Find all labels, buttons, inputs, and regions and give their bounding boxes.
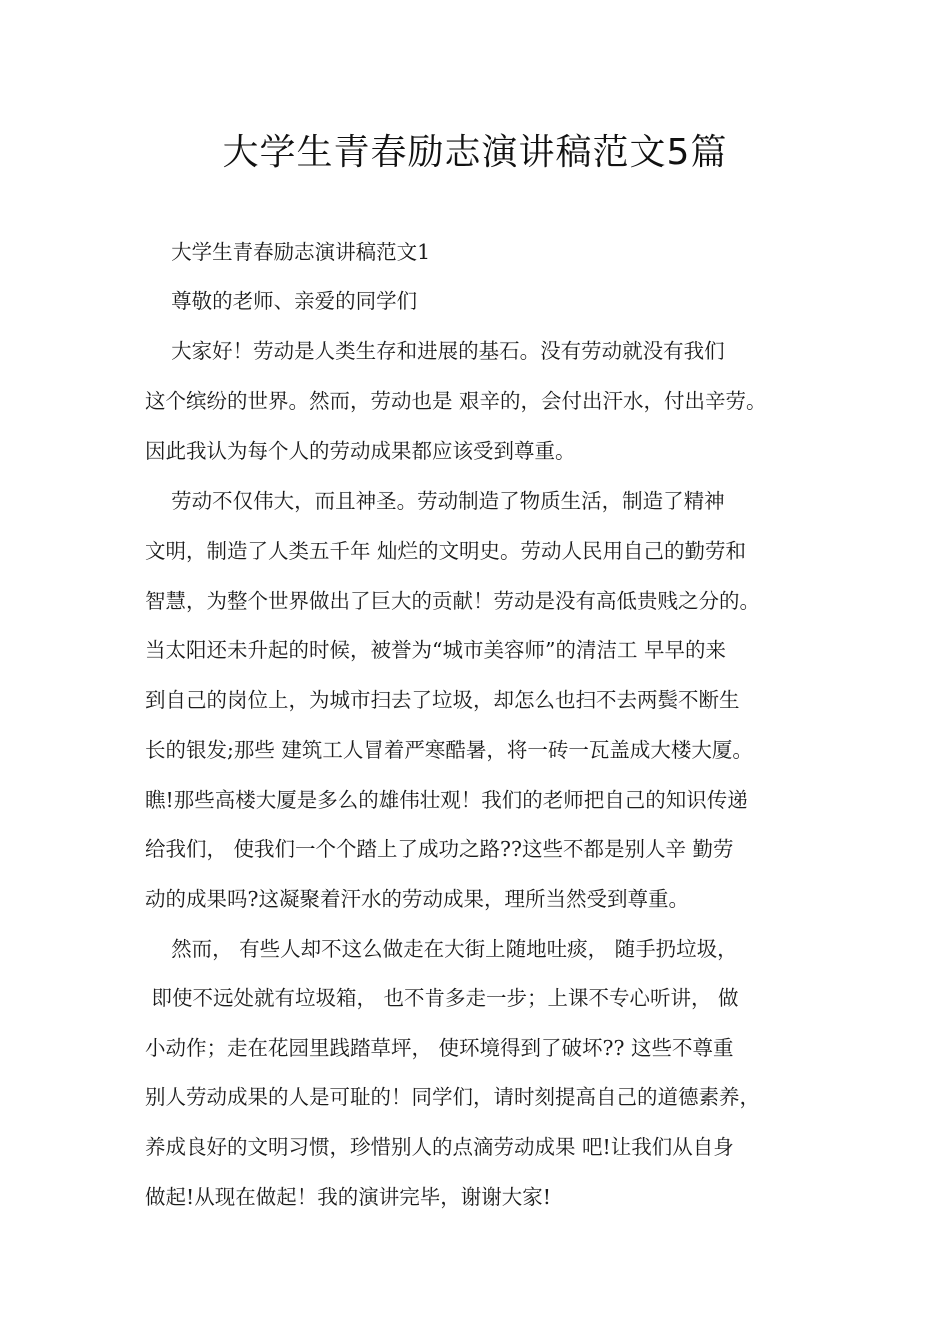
text-line: 小动作；走在花园里践踏草坪， 使环境得到了破坏?? 这些不尊重 xyxy=(145,1036,734,1060)
text-line: 到自己的岗位上，为城市扫去了垃圾，却怎么也扫不去两鬓不断生 xyxy=(145,688,740,712)
text-line: 这个缤纷的世界。然而，劳动也是 艰辛的，会付出汗水，付出辛劳。 xyxy=(145,389,767,413)
text-line: 因此我认为每个人的劳动成果都应该受到尊重。 xyxy=(145,439,576,463)
text-line: 别人劳动成果的人是可耻的！同学们，请时刻提高自己的道德素养， xyxy=(145,1085,760,1109)
text-line: 动的成果吗?这凝聚着汗水的劳动成果，理所当然受到尊重。 xyxy=(145,887,689,911)
text-line: 给我们， 使我们一个个踏上了成功之路??这些不都是别人辛 勤劳 xyxy=(145,837,734,861)
text-line: 劳动不仅伟大，而且神圣。劳动制造了物质生活，制造了精神 xyxy=(145,489,725,513)
text-line: 即使不远处就有垃圾箱， 也不肯多走一步；上课不专心听讲， 做 xyxy=(145,986,739,1010)
text-line: 瞧!那些高楼大厦是多么的雄伟壮观！我们的老师把自己的知识传递 xyxy=(145,788,748,812)
text-line: 养成良好的文明习惯，珍惜别人的点滴劳动成果 吧!让我们从自身 xyxy=(145,1135,734,1159)
text-line: 文明，制造了人类五千年 灿烂的文明史。劳动人民用自己的勤劳和 xyxy=(145,539,747,563)
text-line: 当太阳还未升起的时候，被誉为“城市美容师”的清洁工 早早的来 xyxy=(145,638,726,662)
text-line: 大学生青春励志演讲稿范文1 xyxy=(145,240,431,264)
text-line: 做起!从现在做起！我的演讲完毕，谢谢大家! xyxy=(145,1185,551,1209)
text-line: 智慧，为整个世界做出了巨大的贡献！劳动是没有高低贵贱之分的。 xyxy=(145,589,760,613)
text-line: 然而， 有些人却不这么做走在大街上随地吐痰， 随手扔垃圾， xyxy=(145,937,738,961)
text-line: 大家好！劳动是人类生存和进展的基石。没有劳动就没有我们 xyxy=(145,339,725,363)
text-line: 长的银发;那些 建筑工人冒着严寒酷暑，将一砖一瓦盖成大楼大厦。 xyxy=(145,738,753,762)
document-title: 大学生青春励志演讲稿范文5篇 xyxy=(222,132,728,173)
text-line: 尊敬的老师、亲爱的同学们 xyxy=(145,289,418,313)
